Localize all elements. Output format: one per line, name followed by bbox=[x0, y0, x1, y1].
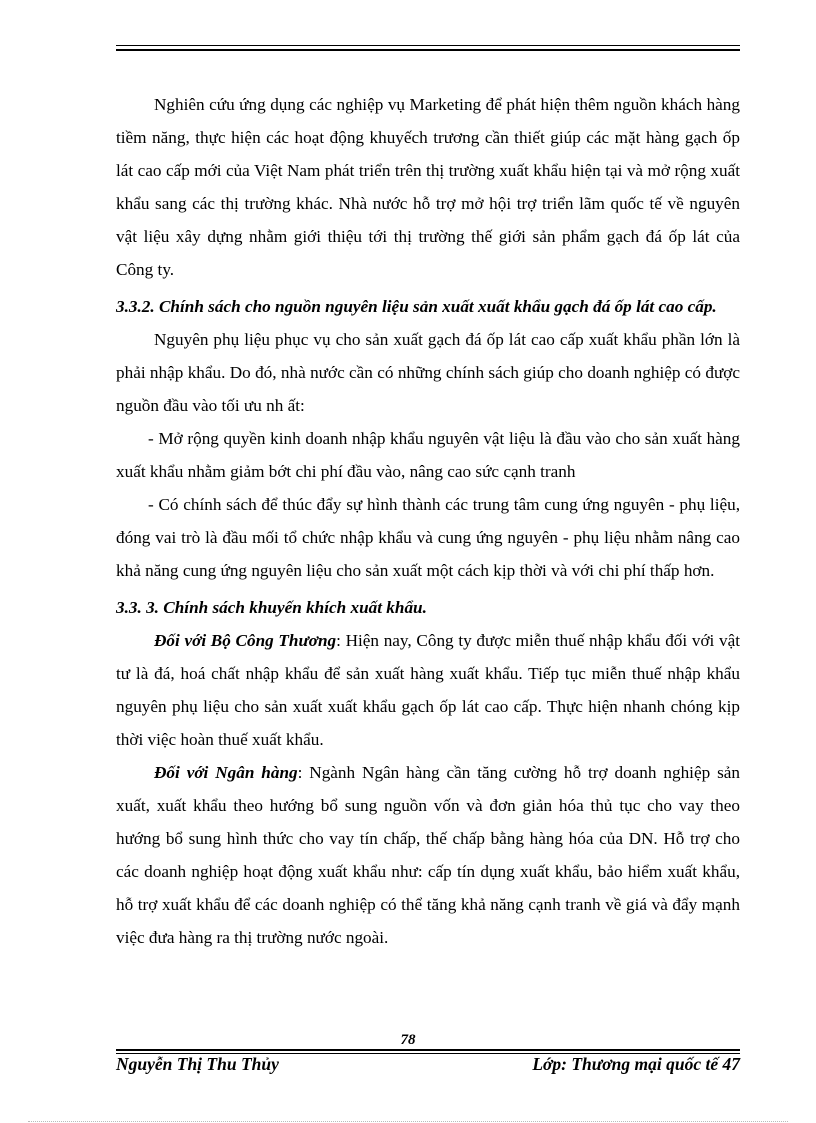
body-paragraph bbox=[116, 756, 740, 954]
paragraph-text: - Có chính sách để thúc đẩy sự hình thành các trung tâm cung ứng nguyên - phụ liệu, đóng vai trò là đầu mối tổ chức nhập khẩu và cung ứng nguyên - phụ liệu nhằm nâng cao khả năng cung ứng nguyên liệu cho sản xuất một cách kịp thời và với chi phí thấp hơn. bbox=[116, 495, 740, 580]
body-paragraph bbox=[116, 88, 740, 286]
paragraph-text: 3.3. 3. Chính sách khuyến khích xuất khẩu. bbox=[116, 598, 427, 617]
bullet-paragraph bbox=[116, 422, 740, 488]
footer-rule-thick bbox=[116, 1049, 740, 1051]
bullet-paragraph bbox=[116, 488, 740, 587]
header-rule-thick bbox=[116, 49, 740, 51]
paragraph-text: : Ngành Ngân hàng cần tăng cường hỗ trợ doanh nghiệp sản xuất, xuất khẩu theo hướng bổ sung nguồn vốn và đơn giản hóa thủ tục cho vay theo hướng bổ sung hình thức cho vay tín chấp, thế chấp bằng hàng hóa của DN. Hỗ trợ cho các doanh nghiệp hoạt động xuất khẩu như: cấp tín dụng xuất khẩu, bảo hiểm xuất khẩu, hỗ trợ xuất khẩu để các doanh nghiệp có thể tăng khả năng cạnh tranh về giá và đẩy mạnh việc đưa hàng ra thị trường nước ngoài. bbox=[116, 763, 740, 947]
section-heading bbox=[116, 290, 740, 323]
paragraph-text: : Hiện nay, Công ty được miễn thuế nhập khẩu đối với vật tư là đá, hoá chất nhập khẩu để sản xuất hàng xuất khẩu. Tiếp tục miễn thuế nhập khẩu nguyên phụ liệu cho sản xuất xuất khẩu gạch ốp lát cao cấp. Thực hiện nhanh chóng kịp thời việc hoàn thuế xuất khẩu. bbox=[116, 631, 740, 749]
document-body bbox=[116, 88, 740, 954]
footer-author: Nguyễn Thị Thu Thủy bbox=[116, 1054, 279, 1074]
footer-class: Lớp: Thương mại quốc tế 47 bbox=[532, 1054, 740, 1074]
body-paragraph bbox=[116, 323, 740, 422]
paragraph-text: - Mở rộng quyền kinh doanh nhập khẩu nguyên vật liệu là đầu vào cho sản xuất hàng xuất khẩu nhằm giảm bớt chi phí đầu vào, nâng cao sức cạnh tranh bbox=[116, 429, 740, 481]
page-number: 78 bbox=[400, 1032, 416, 1048]
paragraph-text: Nghiên cứu ứng dụng các nghiệp vụ Marketing để phát hiện thêm nguồn khách hàng tiềm năng, thực hiện các hoạt động khuyếch trương cần thiết giúp các mặt hàng gạch ốp lát cao cấp mới của Việt Nam phát triển trên thị trường xuất khẩu hiện tại và mở rộng xuất khẩu sang các thị trường khác. Nhà nước hỗ trợ mở hội trợ triển lãm quốc tế về nguyên vật liệu xây dựng nhằm giới thiệu tới thị trường thế giới sản phẩm gạch đá ốp lát của Công ty. bbox=[116, 95, 740, 279]
section-heading bbox=[116, 591, 740, 624]
paragraph-text: 3.3.2. Chính sách cho nguồn nguyên liệu sản xuất xuất khẩu gạch đá ốp lát cao cấp. bbox=[116, 297, 717, 316]
paragraph-label: Đối với Bộ Công Thương bbox=[154, 631, 337, 650]
paragraph-text: Nguyên phụ liệu phục vụ cho sản xuất gạch đá ốp lát cao cấp xuất khẩu phần lớn là phải nhập khẩu. Do đó, nhà nước cần có những chính sách giúp cho doanh nghiệp có được nguồn đầu vào tối ưu nh ất: bbox=[116, 330, 740, 415]
paragraph-label: Đối với Ngân hàng bbox=[154, 763, 298, 782]
page-edge-divider bbox=[28, 1121, 788, 1122]
header-rule-thin bbox=[116, 45, 740, 46]
body-paragraph bbox=[116, 624, 740, 756]
